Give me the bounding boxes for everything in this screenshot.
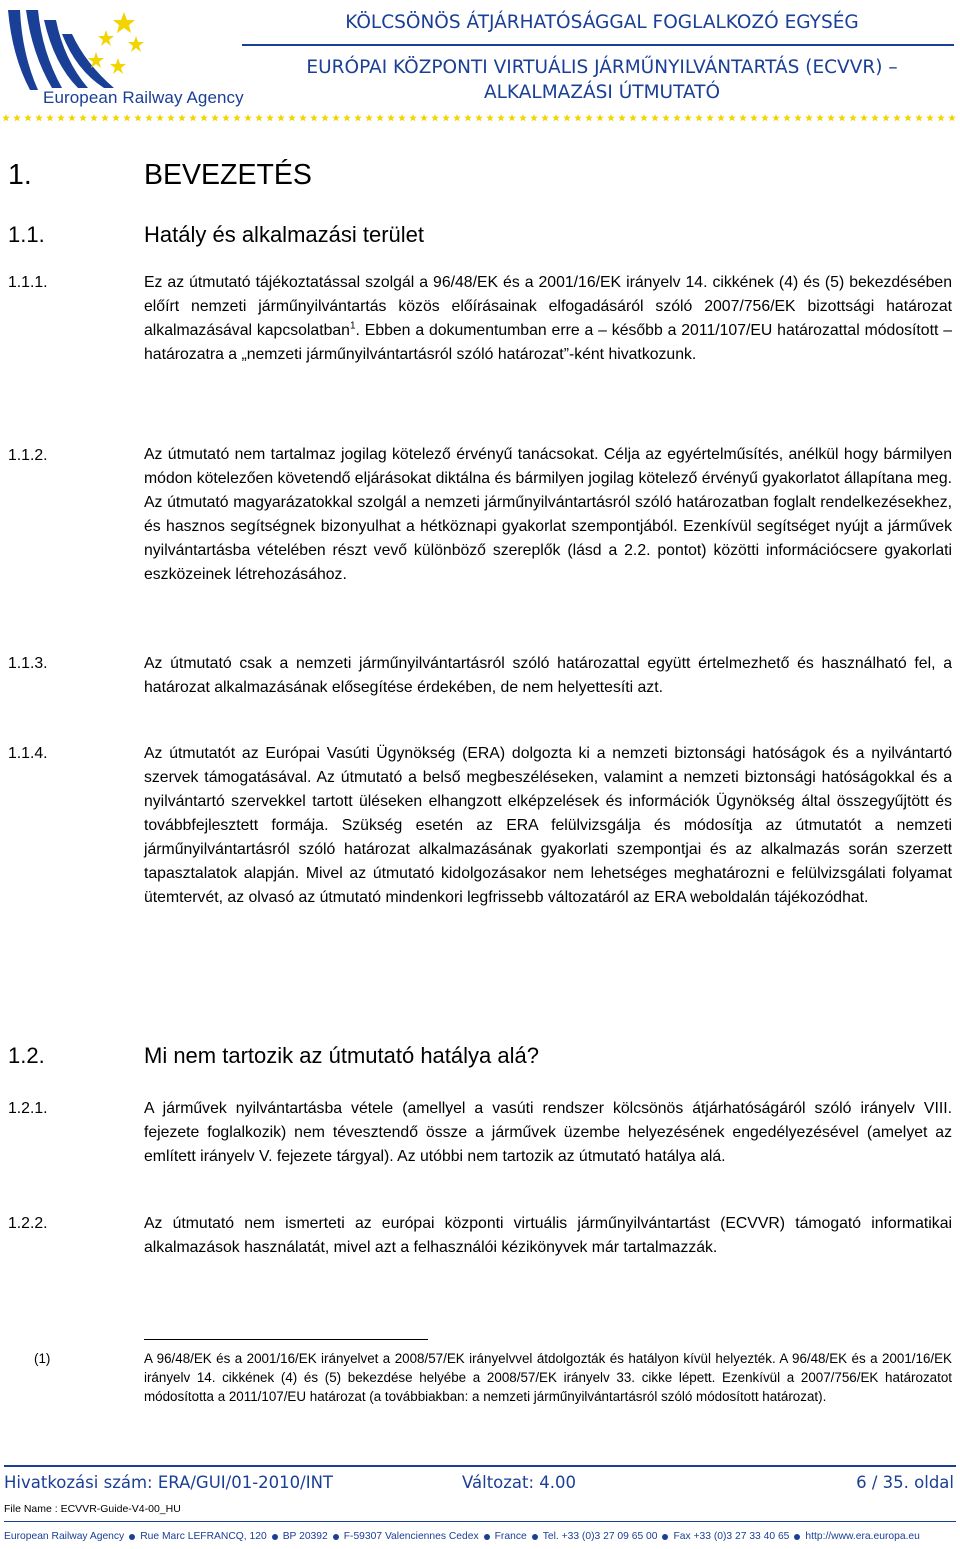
paragraph-1-1-4: Az útmutatót az Európai Vasúti Ügynökség (ERA) dolgozta ki a nemzeti biztonsági hatóságok és a nyilvántartó szervek támogatásával. Az útmutató a belső megbeszéléseken, valamint a nemzeti biztonsági hatóságokkal és a nyilvántartó szervekkel tartott üléseken elhangzott elképzelések és információk Ügynökség által összegyűjtött és továbbfejlesztett formája. Szükség esetén az ERA felülvizsgálja és módosítja az útmutatót a nemzeti járműnyilvántartásról szóló határozat alkalmazásának gyakorlati szempontjai és az alkalmazás során szerzett tapasztalatok alapján. Mivel az útmutató kidolgozásakor nem lehetséges meghatározni e felülvizsgálati folyamat ütemtervét, az olvasó az útmutató mindenkori legfrissebb változatáról az ERA weboldalán tájékozódhat. [144, 745, 952, 906]
star-icon [827, 114, 835, 121]
star-icon [816, 114, 824, 121]
document-version: Változat: 4.00 [462, 1473, 577, 1492]
star-icon [189, 114, 197, 121]
star-icon [200, 114, 208, 121]
star-icon [354, 114, 362, 121]
address-po-box: BP 20392 [282, 1531, 328, 1542]
star-icon [497, 114, 505, 121]
paragraph-number: 1.1.3. [8, 655, 48, 672]
star-icon [585, 114, 593, 121]
star-icon [365, 114, 373, 121]
star-icon [266, 114, 274, 121]
address-country: France [494, 1531, 527, 1542]
star-icon [519, 114, 527, 121]
logo-text: European Railway Agency [43, 88, 244, 107]
star-icon [222, 114, 230, 121]
star-icon [541, 114, 549, 121]
star-icon [409, 114, 417, 121]
star-icon [112, 114, 120, 121]
star-icon [662, 114, 670, 121]
star-icon [772, 114, 780, 121]
paragraph-text: . Ebben a dokumentumban erre a – később a 2011/107/EU határozattal módosított – határozatra a „nemzeti járműnyilvántartásról szóló határozat”-ként hivatkozunk. [144, 322, 953, 363]
star-icon [134, 114, 142, 121]
footnote-separator [144, 1339, 428, 1340]
star-icon [255, 114, 263, 121]
star-icon [178, 114, 186, 121]
star-icon [838, 114, 846, 121]
address-fax: Fax +33 (0)3 27 33 40 65 [673, 1531, 790, 1542]
bullet-icon [129, 1534, 135, 1540]
star-icon [849, 114, 857, 121]
star-icon [937, 114, 945, 121]
star-icon [684, 114, 692, 121]
bullet-icon [333, 1534, 339, 1540]
star-icon [783, 114, 791, 121]
subsection-number: 1.1. [8, 222, 45, 247]
star-icon [46, 114, 54, 121]
star-icon [145, 114, 153, 121]
star-icon [68, 114, 76, 121]
star-icon [123, 114, 131, 121]
footnote-ref[interactable]: 1 [349, 320, 356, 332]
star-icon [398, 114, 406, 121]
bullet-icon [662, 1534, 668, 1540]
star-icon [530, 114, 538, 121]
star-icon [79, 114, 87, 121]
star-icon [57, 114, 65, 121]
paragraph-1-1-2: Az útmutató nem tartalmaz jogilag kötelező érvényű tanácsokat. Célja az egyértelműsítés, anélkül hogy bármilyen módon kötelezően követendő eljárásokat diktálna és bármilyen jogilag kötelező érvényű gyakorlatot állapítana meg. Az útmutató magyarázatokkal szolgál a nemzeti járműnyilvántartásról szóló határozatban foglalt rendelkezésekhez, és hasznos segítségnek bizonyulhat a hétköznapi gyakorlat szempontjából. Ezenkívül segítséget nyújt a járművek nyilvántartásba vételében részt vevő különböző szereplők (lásd a 2.2. pontot) közötti információcsere gyakorlati eszközeinek létrehozásához. [144, 446, 952, 583]
star-icon [244, 114, 252, 121]
star-icon [486, 114, 494, 121]
star-icon [35, 114, 43, 121]
star-icon [728, 114, 736, 121]
paragraph-number: 1.1.2. [8, 447, 48, 464]
star-icon [750, 114, 758, 121]
star-icon [673, 114, 681, 121]
star-icon [2, 114, 10, 121]
star-icon [629, 114, 637, 121]
star-icon [464, 114, 472, 121]
subsection-title: Mi nem tartozik az útmutató hatálya alá? [144, 1043, 539, 1068]
star-icon [860, 114, 868, 121]
star-icon [376, 114, 384, 121]
paragraph-number: 1.2.2. [8, 1215, 48, 1232]
star-icon [761, 114, 769, 121]
star-icon [915, 114, 923, 121]
star-icon [288, 114, 296, 121]
header-rule [242, 44, 954, 46]
star-icon [321, 114, 329, 121]
star-icon [167, 114, 175, 121]
star-icon [563, 114, 571, 121]
page-number: 6 / 35. oldal [856, 1473, 954, 1492]
paragraph-number: 1.1.1. [8, 274, 48, 291]
star-icon [893, 114, 901, 121]
header-star-border [0, 110, 960, 126]
star-icon [211, 114, 219, 121]
bullet-icon [794, 1534, 800, 1540]
file-name: File Name : ECVVR-Guide-V4-00_HU [4, 1503, 181, 1515]
star-icon [343, 114, 351, 121]
star-icon [706, 114, 714, 121]
star-icon [453, 114, 461, 121]
page-header [0, 0, 960, 125]
bullet-icon [532, 1534, 538, 1540]
star-icon [508, 114, 516, 121]
paragraph-1-1-1 [144, 271, 952, 367]
star-icon [882, 114, 890, 121]
bullet-icon [272, 1534, 278, 1540]
paragraph-1-1-3: Az útmutató csak a nemzeti járműnyilvántartásról szóló határozattal együtt értelmezhető és használható fel, a határozat alkalmazásának elősegítése érdekében, de nem helyettesíti azt. [144, 655, 952, 696]
star-icon [420, 114, 428, 121]
footer-rule [4, 1465, 956, 1467]
website-link[interactable]: http://www.era.europa.eu [805, 1531, 920, 1542]
star-icon [607, 114, 615, 121]
star-icon [277, 114, 285, 121]
address-agency: European Railway Agency [4, 1531, 125, 1542]
header-doc-subtitle: ALKALMAZÁSI ÚTMUTATÓ [483, 82, 721, 103]
header-unit-title: KÖLCSÖNÖS ÁTJÁRHATÓSÁGGAL FOGLALKOZÓ EGYSÉG [345, 12, 859, 33]
star-icon [904, 114, 912, 121]
section-title: BEVEZETÉS [144, 159, 312, 191]
star-icon [299, 114, 307, 121]
header-doc-title: EURÓPAI KÖZPONTI VIRTUÁLIS JÁRMŰNYILVÁNTARTÁS (ECVVR) – [306, 57, 898, 78]
address-street: Rue Marc LEFRANCQ, 120 [140, 1531, 267, 1542]
paragraph-number: 1.2.1. [8, 1100, 48, 1117]
paragraph-1-2-2: Az útmutató nem ismerteti az európai központi virtuális járműnyilvántartást (ECVVR) támogató informatikai alkalmazások használatát, mivel azt a felhasználói kézikönyvek már tartalmazzák. [144, 1215, 952, 1256]
star-icon [233, 114, 241, 121]
star-icon [739, 114, 747, 121]
address-city: F-59307 Valenciennes Cedex [343, 1531, 479, 1542]
star-icon [574, 114, 582, 121]
star-icon [387, 114, 395, 121]
section-number: 1. [8, 159, 32, 191]
subsection-number: 1.2. [8, 1043, 45, 1068]
star-icon [805, 114, 813, 121]
star-icon [596, 114, 604, 121]
star-icon [101, 114, 109, 121]
paragraph-1-2-1: A járművek nyilvántartásba vétele (amellyel a vasúti rendszer kölcsönös átjárhatóságáról szóló irányelv VIII. fejezete foglalkozik) nem tévesztendő össze a járművek üzembe helyezésének engedélyezésével (amelyet az említett irányelv V. fejezete tárgyal). Az utóbbi nem tartozik az útmutató hatálya alá. [144, 1100, 952, 1165]
footnote-number: (1) [34, 1351, 51, 1366]
star-icon [13, 114, 21, 121]
star-icon [948, 114, 956, 121]
star-icon [871, 114, 879, 121]
star-icon [475, 114, 483, 121]
star-icon [717, 114, 725, 121]
subsection-title: Hatály és alkalmazási terület [144, 222, 425, 247]
star-icon [332, 114, 340, 121]
star-icon [651, 114, 659, 121]
star-icon [794, 114, 802, 121]
star-icon [618, 114, 626, 121]
document-reference: Hivatkozási szám: ERA/GUI/01-2010/INT [4, 1473, 333, 1492]
star-icon [552, 114, 560, 121]
star-icon [310, 114, 318, 121]
star-icon [431, 114, 439, 121]
star-icon [926, 114, 934, 121]
agency-address [4, 1531, 956, 1542]
paragraph-text: Ez az útmutató tájékoztatással szolgál a 96/48/EK és a 2001/16/EK irányelv 14. cikkének (4) és (5) bekezdésében előírt nemzeti járműnyilvántartás közös előírásainak elfogadásáról szóló 2007/756/EK bizottsági határozat alkalmazásával kapcsolatban [144, 274, 952, 339]
star-icon [24, 114, 32, 121]
address-rule [4, 1521, 956, 1522]
star-icon [442, 114, 450, 121]
star-icon [90, 114, 98, 121]
paragraph-number: 1.1.4. [8, 745, 48, 762]
star-icon [640, 114, 648, 121]
star-icon [156, 114, 164, 121]
star-icon [695, 114, 703, 121]
address-phone: Tel. +33 (0)3 27 09 65 00 [542, 1531, 658, 1542]
bullet-icon [484, 1534, 490, 1540]
footnote-text: A 96/48/EK és a 2001/16/EK irányelvet a 2008/57/EK irányelvvel átdolgozták és hatályon kívül helyezték. A 96/48/EK és a 2001/16/EK irányelv 14. cikkének (4) és (5) bekezdése helyébe a 2008/57/EK irányelv 33. cikke lépett. Ezenkívül a 2007/756/EK határozatot módosította a 2011/107/EU határozat (a továbbiakban: a nemzeti járműnyilvántartásról szóló módosított határozat). [144, 1351, 952, 1405]
